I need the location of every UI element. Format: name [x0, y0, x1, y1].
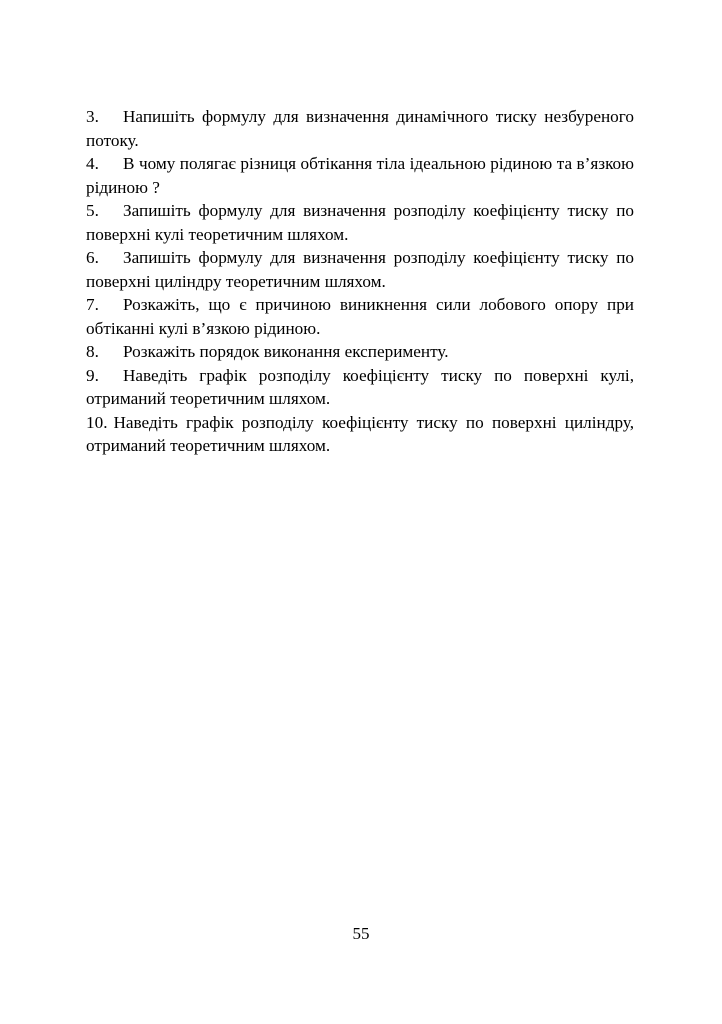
question-item	[86, 199, 634, 246]
question-number: 9.	[86, 365, 99, 385]
question-item	[86, 411, 634, 458]
question-item	[86, 364, 634, 411]
question-list	[86, 105, 634, 458]
question-text: Напишіть формулу для визначення динамічного тиску незбуреного потоку.	[86, 107, 634, 150]
question-text: Розкажіть, що є причиною виникнення сили лобового опору при обтіканні кулі в’язкою рідиною.	[86, 295, 634, 338]
question-text: Наведіть графік розподілу коефіцієнту тиску по поверхні циліндру, отриманий теоретичним шляхом.	[86, 412, 634, 455]
question-number: 7.	[86, 295, 99, 314]
question-text: Наведіть графік розподілу коефіцієнту тиску по поверхні кулі, отриманий теоретичним шляхом.	[86, 365, 634, 408]
question-number: 8.	[86, 342, 99, 361]
question-item	[86, 152, 634, 199]
question-text: Запишіть формулу для визначення розподілу коефіцієнту тиску по поверхні циліндру теоретичним шляхом.	[86, 248, 634, 291]
page-number: 55	[352, 924, 370, 943]
question-text: Запишіть формулу для визначення розподілу коефіцієнту тиску по поверхні кулі теоретичним шляхом.	[86, 201, 634, 244]
question-number: 4.	[86, 154, 99, 173]
question-item	[86, 105, 634, 152]
question-text: В чому полягає різниця обтікання тіла ідеальною рідиною та в’язкою рідиною ?	[86, 154, 634, 197]
question-number: 10.	[86, 412, 108, 432]
question-number: 3.	[86, 107, 99, 126]
question-number: 6.	[86, 248, 99, 267]
question-number: 5.	[86, 201, 99, 220]
question-item	[86, 293, 634, 340]
question-item	[86, 340, 634, 364]
question-item	[86, 246, 634, 293]
question-text: Розкажіть порядок виконання експерименту.	[123, 342, 449, 361]
